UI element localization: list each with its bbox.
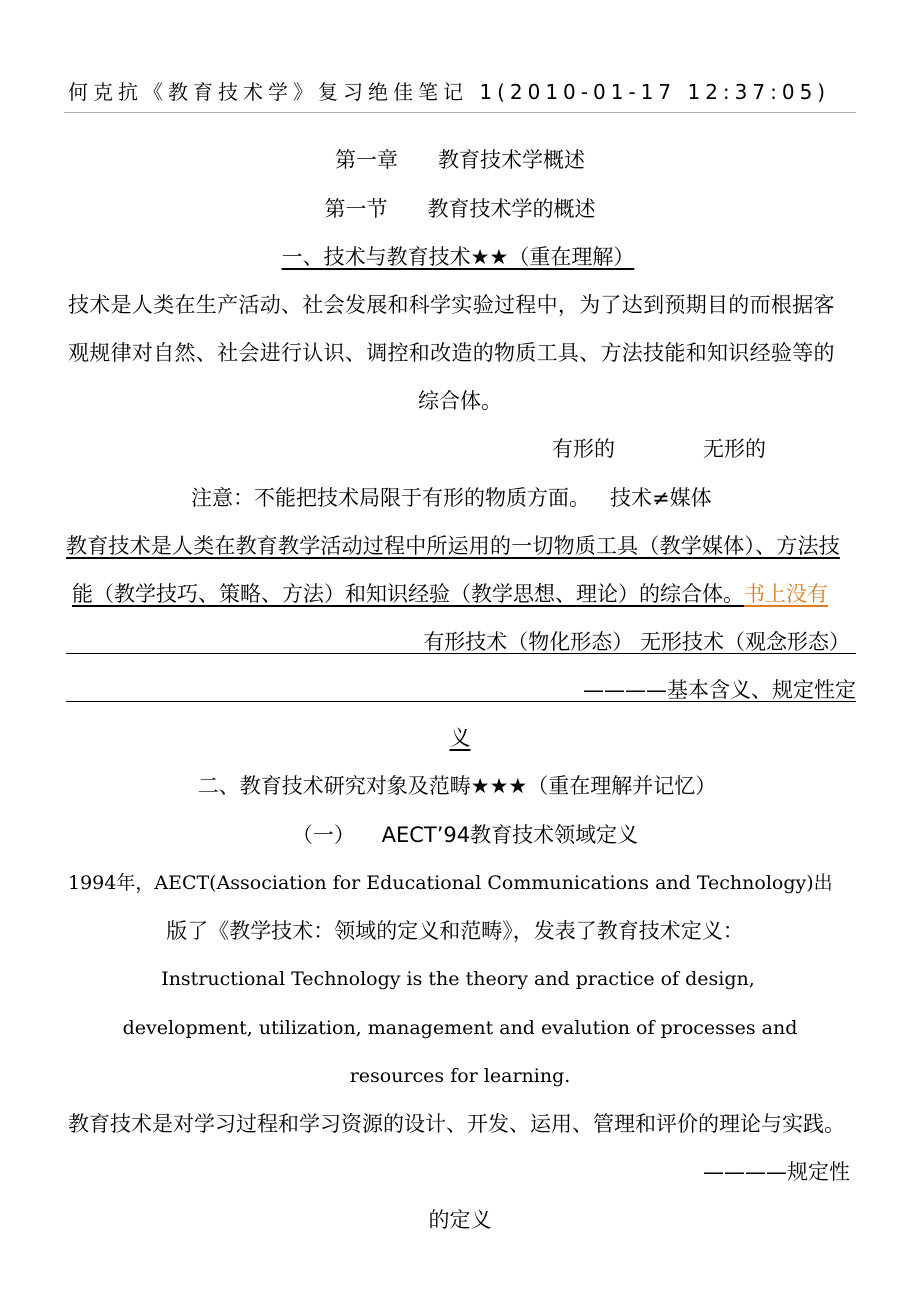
section-title: 第一节 教育技术学的概述: [324, 197, 596, 221]
document-header: 何克抗《教育技术学》复习绝佳笔记 1(2010-01-17 12:37:05): [68, 80, 831, 104]
chapter-title: 第一章 教育技术学概述: [334, 148, 586, 172]
basic-meaning-line: ————基本含义、规定性定: [583, 678, 856, 702]
paragraph-chinese-definition: 教育技术是对学习过程和学习资源的设计、开发、运用、管理和评价的理论与实践。: [68, 1112, 845, 1136]
regulative-end: 的定义: [428, 1208, 492, 1232]
edu-tech-definition-text: 能（教学技巧、策略、方法）和知识经验（教学思想、理论）的综合体。: [72, 582, 744, 606]
english-definition-line-1: Instructional Technology is the theory and practice of design,: [161, 968, 755, 990]
paragraph-aect-line-2: 版了《教学技术：领域的定义和范畴》，发表了教育技术定义：: [166, 919, 744, 943]
header-rule: [64, 112, 856, 113]
edu-tech-definition-line-1: 教育技术是人类在教育教学活动过程中所运用的一切物质工具（教学媒体）、方法技: [66, 534, 840, 558]
heading-research-scope: 二、教育技术研究对象及范畴★★★（重在理解并记忆）: [197, 774, 717, 798]
paragraph-technology-line-3: 综合体。: [418, 389, 502, 413]
paragraph-aect-line-1: 1994年，AECT(Association for Educational Communications and Technology)出: [68, 872, 833, 894]
edu-tech-definition-line-2: [72, 579, 828, 609]
heading-technology: 一、技术与教育技术★★（重在理解）: [281, 245, 635, 269]
regulative-line: ————规定性: [703, 1160, 850, 1184]
intangible-label: 无形的: [703, 437, 766, 461]
forms-line: 有形技术（物化形态） 无形技术（观念形态）: [423, 630, 850, 654]
basic-meaning-end: 义: [449, 726, 471, 750]
english-definition-line-2: development, utilization, management and evalution of processes and: [122, 1017, 798, 1039]
paragraph-technology-line-2: 观规律对自然、社会进行认识、调控和改造的物质工具、方法技能和知识经验等的: [68, 341, 835, 365]
note-line: 注意：不能把技术局限于有形的物质方面。 技术≠媒体: [191, 486, 712, 510]
subheading-aect94: （一） AECT’94教育技术领域定义: [291, 823, 639, 847]
english-definition-line-3: resources for learning.: [349, 1065, 571, 1087]
paragraph-technology-line-1: 技术是人类在生产活动、社会发展和科学实验过程中，为了达到预期目的而根据客: [68, 293, 835, 317]
book-note: 书上没有: [744, 582, 828, 606]
tangible-label: 有形的: [552, 437, 615, 461]
